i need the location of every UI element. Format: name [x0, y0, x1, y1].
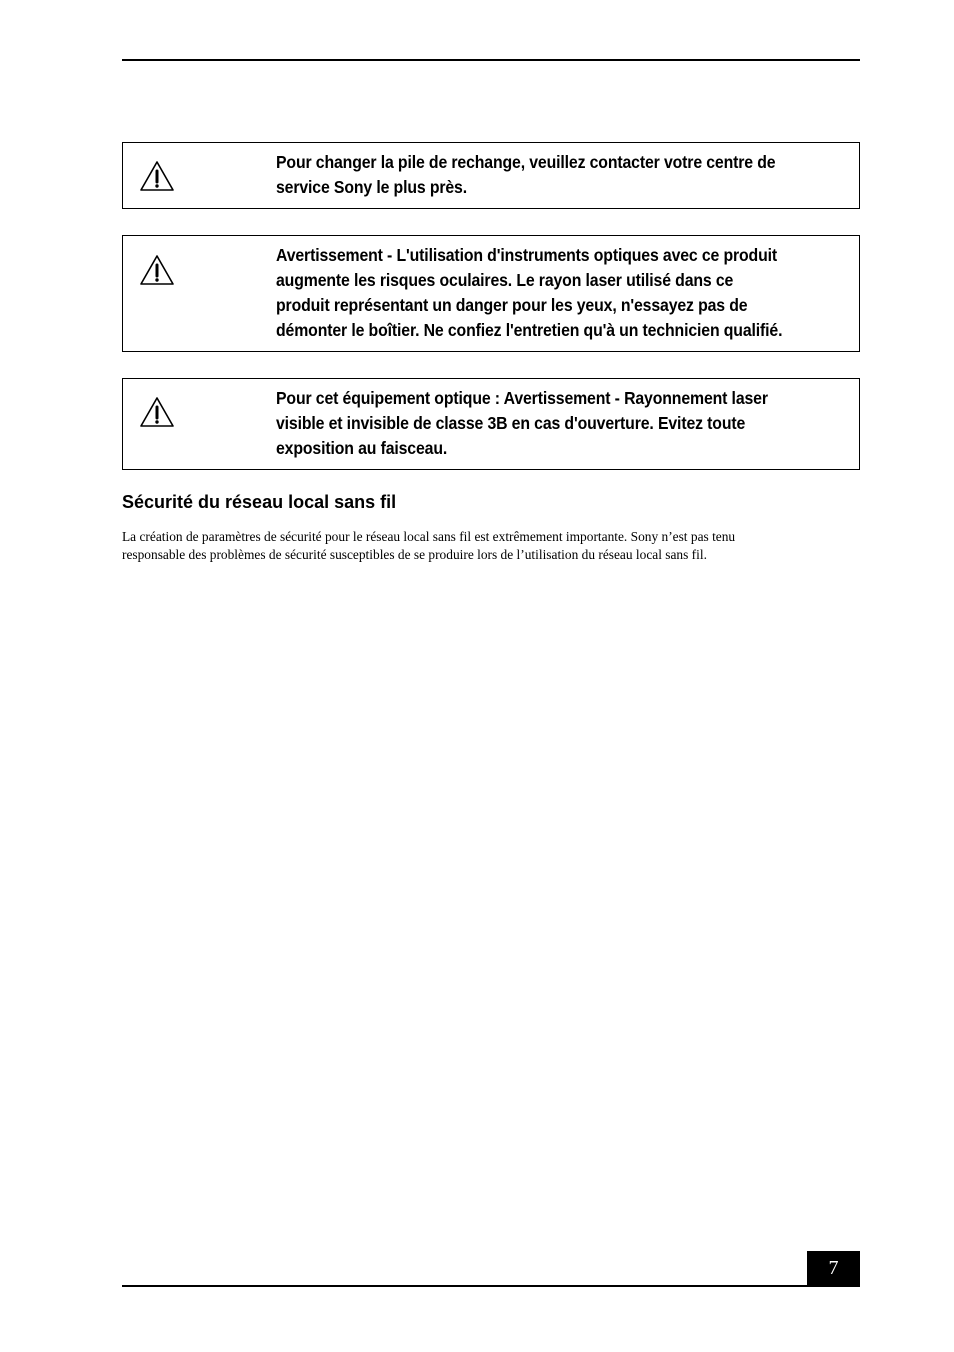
section-body: [122, 528, 862, 564]
warning-triangle-icon: [139, 396, 175, 428]
header-rule: [122, 59, 860, 61]
warning-box-optical-instruments: [122, 235, 860, 352]
warning-triangle-icon: [139, 160, 175, 192]
warning-line: exposition au faisceau.: [276, 438, 448, 458]
warning-box-laser-radiation: [122, 378, 860, 470]
warning-text: [276, 243, 852, 343]
body-line: responsable des problèmes de sécurité susceptibles de se produire lors de l’utilisation du réseau local sans fil.: [122, 547, 707, 562]
warning-line: démonter le boîtier. Ne confiez l'entretien qu'à un technicien qualifié.: [276, 320, 783, 340]
warning-line: Pour changer la pile de rechange, veuillez contacter votre centre de: [276, 152, 776, 172]
warning-line: visible et invisible de classe 3B en cas d'ouverture. Evitez toute: [276, 413, 746, 433]
section-title: Sécurité du réseau local sans fil: [122, 492, 397, 512]
warning-triangle-icon: [139, 254, 175, 286]
page-number: 7: [807, 1251, 860, 1287]
warning-text: [276, 386, 852, 461]
warning-line: augmente les risques oculaires. Le rayon laser utilisé dans ce: [276, 270, 734, 290]
warning-line: Pour cet équipement optique : Avertissement - Rayonnement laser: [276, 388, 768, 408]
warning-box-battery: [122, 142, 860, 209]
warning-text: [276, 150, 852, 200]
footer-rule: [122, 1285, 860, 1287]
body-line: La création de paramètres de sécurité pour le réseau local sans fil est extrêmement importante. Sony n’est pas tenu: [122, 529, 736, 544]
warning-line: service Sony le plus près.: [276, 177, 467, 197]
warning-line: Avertissement - L'utilisation d'instruments optiques avec ce produit: [276, 245, 778, 265]
warning-line: produit représentant un danger pour les yeux, n'essayez pas de: [276, 295, 748, 315]
